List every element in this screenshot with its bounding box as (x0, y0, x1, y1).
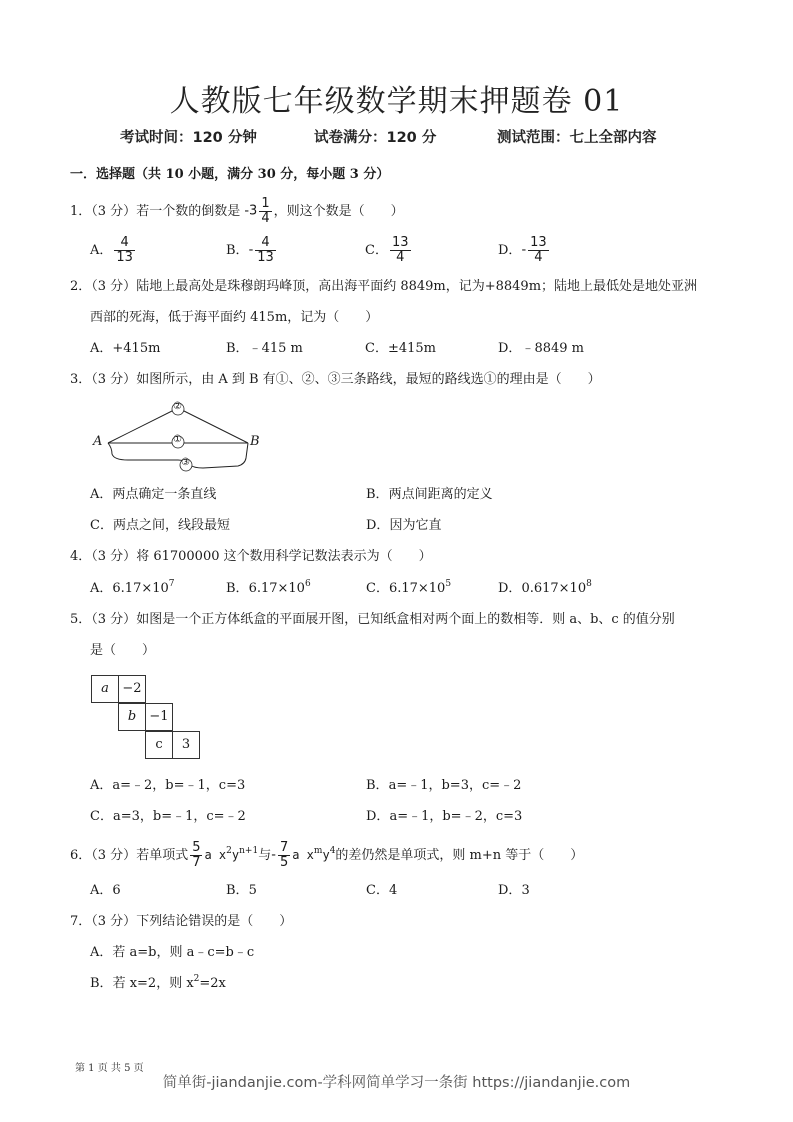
exam-time: 考试时间：120 分钟 (120, 130, 257, 146)
question-3: 3．（3 分）如图所示，由 A 到 B 有①、②、③三条路线，最短的路线选①的理由是（ ） (70, 372, 601, 387)
option-1a[interactable]: A． $\frac{4}{13}$ (90, 235, 133, 265)
question-5-line2: 是（ ） (90, 643, 156, 658)
question-text-after: ，则这个数是（ ） (273, 204, 404, 219)
option-3c[interactable]: C．两点之间，线段最短 (90, 518, 230, 533)
option-2c[interactable]: C．±415m (365, 341, 436, 356)
question-number: 1． (70, 204, 92, 219)
question-text-line1: 陆地上最高处是珠穆朗玛峰顶，高出海平面约 8849m，记为+8849m；陆地上最低处是地处亚洲 (136, 279, 698, 294)
option-4d[interactable]: D．$0.617\times 10^8$ (498, 579, 592, 596)
route-2-label: ② (173, 401, 182, 412)
route-1-label: ① (173, 434, 182, 445)
point-a-label: A (93, 434, 103, 449)
fraction: $\frac{13}{4}$ (391, 235, 409, 265)
option-3d[interactable]: D．因为它直 (366, 518, 442, 533)
expr-fraction: $\frac{1}{4}$ (261, 196, 270, 226)
question-text: 下列结论错误的是（ ） (136, 914, 293, 929)
question-4: 4．（3 分）将 61700000 这个数用科学记数法表示为（ ） (70, 549, 432, 564)
option-5d[interactable]: D．a=﹣1，b=﹣2，c=3 (366, 809, 523, 824)
watermark-link[interactable]: 简单街-jiandanjie.com-学科网简单学习一条街 https://jiandanjie.com (162, 1075, 631, 1091)
option-4b[interactable]: B．$6.17\times 10^6$ (226, 579, 311, 596)
option-2a[interactable]: A．+415m (90, 341, 161, 356)
option-4c[interactable]: C．$6.17\times 10^5$ (366, 579, 452, 596)
option-7a[interactable]: A．若 a=b，则 a﹣c=b﹣c (90, 945, 255, 960)
option-2d[interactable]: D．﹣8849 m (498, 341, 584, 356)
net-cell-neg1: −1 (145, 703, 173, 731)
option-6c[interactable]: C．4 (366, 883, 398, 898)
option-5c[interactable]: C．a=3，b=﹣1，c=﹣2 (90, 809, 246, 824)
net-cell-a: a (91, 675, 119, 703)
test-scope: 测试范围：七上全部内容 (497, 130, 657, 146)
option-2b[interactable]: B．﹣415 m (226, 341, 303, 356)
net-cell-c: c (145, 731, 173, 759)
question-2-line2: 西部的死海，低于海平面约 415m，记为（ ） (90, 310, 379, 325)
option-1d[interactable]: D．- $\frac{13}{4}$ (498, 235, 547, 265)
option-6b[interactable]: B．5 (226, 883, 257, 898)
option-3a[interactable]: A．两点确定一条直线 (90, 487, 217, 502)
question-2: 2．（3 分）陆地上最高处是珠穆朗玛峰顶，高出海平面约 8849m，记为+8849m；陆地上最低处是地处亚洲 (70, 279, 698, 294)
option-5a[interactable]: A．a=﹣2，b=﹣1，c=3 (90, 778, 246, 793)
point-b-label: B (250, 434, 260, 449)
expr-whole: 3 (249, 203, 258, 219)
fraction: $\frac{13}{4}$ (530, 235, 547, 265)
question-6: 6．（3 分）若单项式 $\frac{5}{7}$ a $x^2y^{n+1}$与- $\frac{7}{5}$ a $x^my^4$的差仍然是单项式，则 m+n 等于（ ） (70, 840, 584, 870)
page-title: 人教版七年级数学期末押题卷 01 (169, 84, 624, 119)
question-text-line1: 如图是一个正方体纸盒的平面展开图，已知纸盒相对两个面上的数相等．则 a、b、c 的值分别 (136, 612, 675, 627)
fraction: $\frac{4}{13}$ (116, 235, 133, 265)
full-score: 试卷满分：120 分 (314, 130, 437, 146)
route-diagram (88, 398, 273, 473)
page-indicator: 第 1 页 共 5 页 (75, 1063, 144, 1074)
section-heading: 一．选择题（共 10 小题，满分 30 分，每小题 3 分） (70, 167, 390, 182)
route-3-label: ③ (181, 457, 190, 468)
option-1b[interactable]: B．- $\frac{4}{13}$ (226, 235, 274, 265)
expr-sign: - (244, 203, 250, 219)
option-4a[interactable]: A．$6.17\times 10^7$ (90, 579, 175, 596)
option-3b[interactable]: B．两点间距离的定义 (366, 487, 493, 502)
question-text: 若一个数的倒数是 (136, 204, 241, 219)
option-5b[interactable]: B．a=﹣1，b=3，c=﹣2 (366, 778, 522, 793)
question-5: 5．（3 分）如图是一个正方体纸盒的平面展开图，已知纸盒相对两个面上的数相等．则 a、b、c 的值分别 (70, 612, 675, 627)
question-text: 如图所示，由 A 到 B 有①、②、③三条路线，最短的路线选①的理由是（ ） (136, 372, 601, 387)
cube-net-diagram (91, 675, 211, 765)
option-1c[interactable]: C． $\frac{13}{4}$ (365, 235, 409, 265)
question-1 (70, 197, 404, 226)
term2-fraction: $\frac{7}{5}$ (279, 840, 289, 870)
option-6a[interactable]: A．6 (90, 883, 121, 898)
fraction: $\frac{4}{13}$ (257, 235, 274, 265)
option-6d[interactable]: D．3 (498, 883, 530, 898)
question-text: 将 61700000 这个数用科学记数法表示为（ ） (136, 549, 432, 564)
net-cell-3: 3 (172, 731, 200, 759)
question-points: （3 分） (91, 204, 137, 219)
term1-fraction: $\frac{5}{7}$ (192, 840, 201, 870)
question-7: 7．（3 分）下列结论错误的是（ ） (70, 914, 293, 929)
net-cell-neg2: −2 (118, 675, 146, 703)
net-cell-b: b (118, 703, 146, 731)
option-7b[interactable]: B．若 x=2，则 $x^2=2x$ (90, 974, 226, 991)
